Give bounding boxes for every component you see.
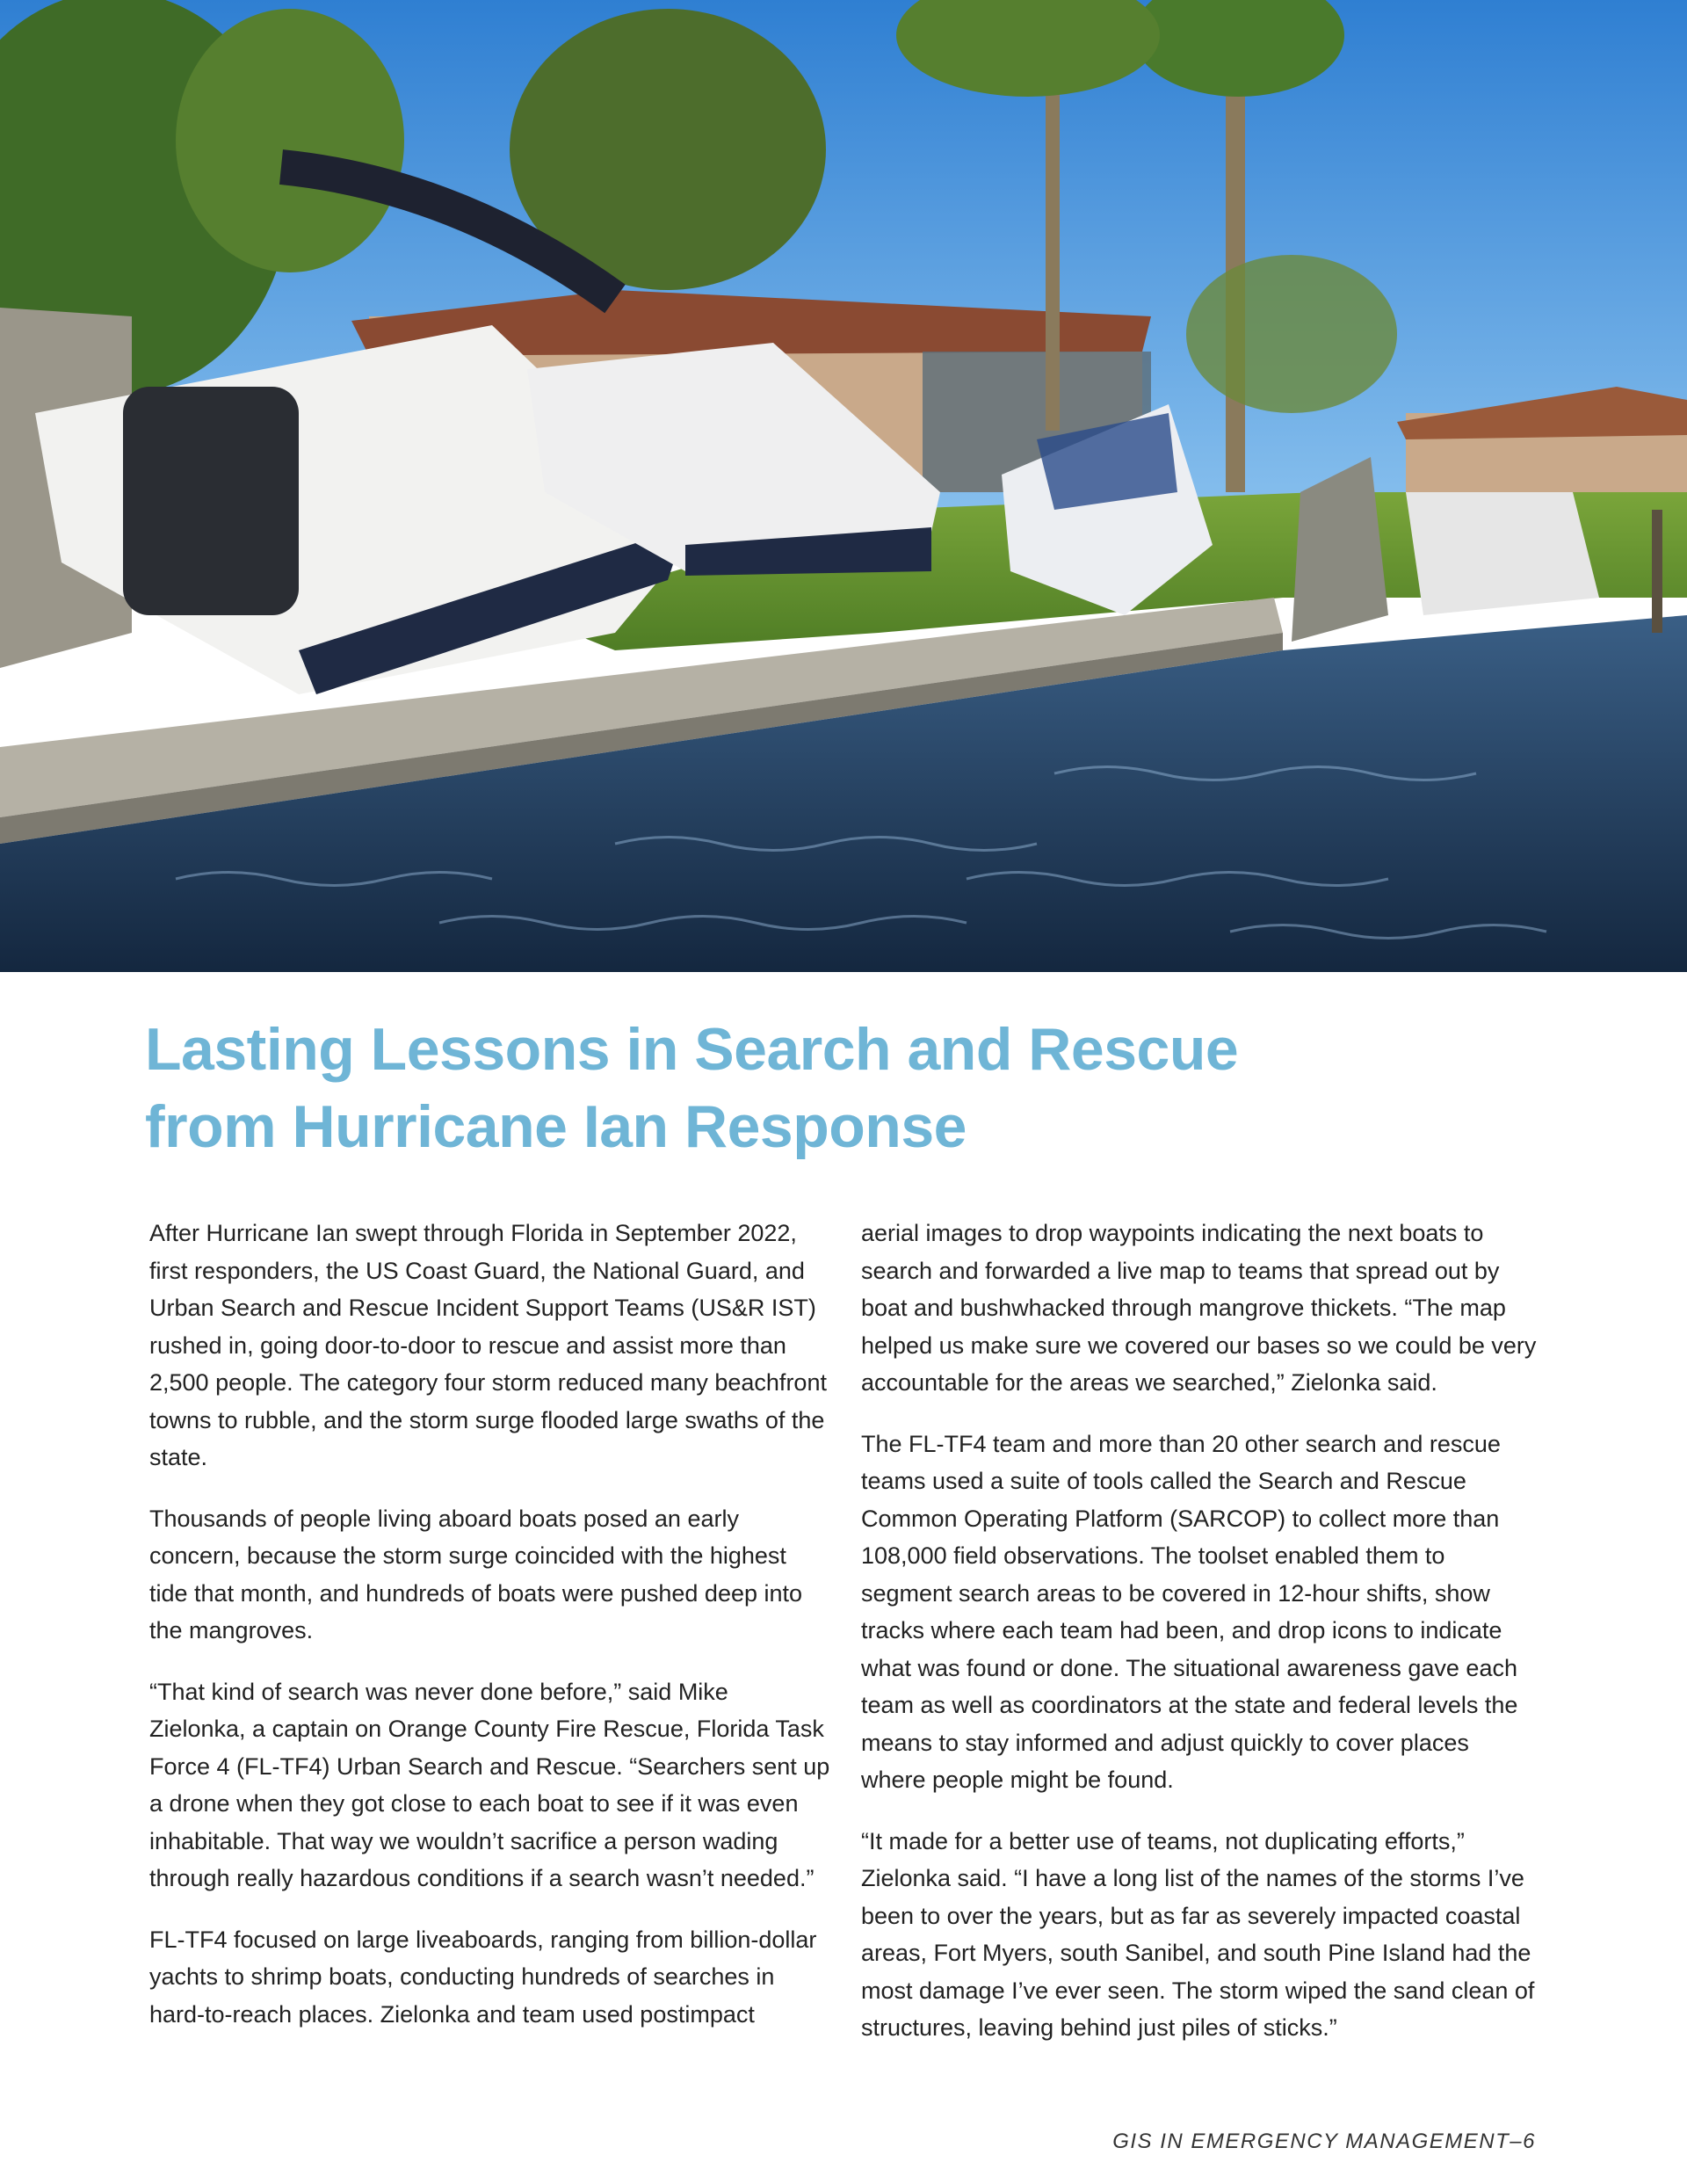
- paragraph: After Hurricane Ian swept through Florida in September 2022, first responders, the US Coast Guard, the National Guard, and Urban Search and Rescue Incident Support Teams (US&R IST) rushed in, going door-to-door to rescue and assist more than 2,500 people. The category four storm reduced many beachfront towns to rubble, and the storm surge flooded large swaths of the state.: [149, 1220, 827, 1470]
- paragraph: The FL-TF4 team and more than 20 other search and rescue teams used a suite of tools called the Search and Rescue Common Operating Platform (SARCOP) to collect more than 108,000 field observations. The toolset enabled them to segment search areas to be covered in 12-hour shifts, show tracks where each team had been, and drop icons to indicate what was found or done. The situational awareness gave each team as well as coordinators at the state and federal levels the means to stay informed and adjust quickly to cover places where people might be found.: [861, 1430, 1518, 1793]
- hero-image: [0, 0, 1687, 972]
- paragraph: “That kind of search was never done before,” said Mike Zielonka, a captain on Orange County Fire Rescue, Florida Task Force 4 (FL-TF4) Urban Search and Rescue. “Searchers sent up a drone when they got close to each boat to see if it was even inhabitable. That way we wouldn’t sacrifice a person wading through really hazardous conditions if a search wasn’t needed.”: [149, 1678, 830, 1891]
- paragraph: aerial images to drop waypoints indicating the next boats to search and forwarded a live map to teams that spread out by boat and bushwhacked through mangrove thickets. “The map helped us make sure we covered our bases so we could be very accountable for the areas we searched,” Zielonka said.: [861, 1220, 1537, 1396]
- article-title: [145, 1011, 1463, 1165]
- body-column-left: [149, 1215, 830, 2057]
- hero-photo-illustration: [0, 0, 1687, 972]
- body-column-right: [861, 1215, 1538, 2071]
- paragraph: Thousands of people living aboard boats posed an early concern, because the storm surge coincided with the highest tide that month, and hundreds of boats were pushed deep into the mangroves.: [149, 1505, 803, 1643]
- page-footer: GIS IN EMERGENCY MANAGEMENT–6: [1112, 2130, 1536, 2153]
- paragraph: “It made for a better use of teams, not duplicating efforts,” Zielonka said. “I have a long list of the names of the storms I’ve been to over the years, but as far as severely impacted coastal areas, Fort Myers, south Sanibel, and south Pine Island had the most damage I’ve ever seen. The storm wiped the sand clean of structures, leaving behind just piles of sticks.”: [861, 1827, 1535, 2041]
- title-line-1: Lasting Lessons in Search and Rescue: [145, 1016, 1239, 1083]
- paragraph: FL-TF4 focused on large liveaboards, ranging from billion-dollar yachts to shrimp boats, conducting hundreds of searches in hard-to-reach places. Zielonka and team used postimpact: [149, 1926, 817, 2028]
- title-line-2: from Hurricane Ian Response: [145, 1093, 967, 1160]
